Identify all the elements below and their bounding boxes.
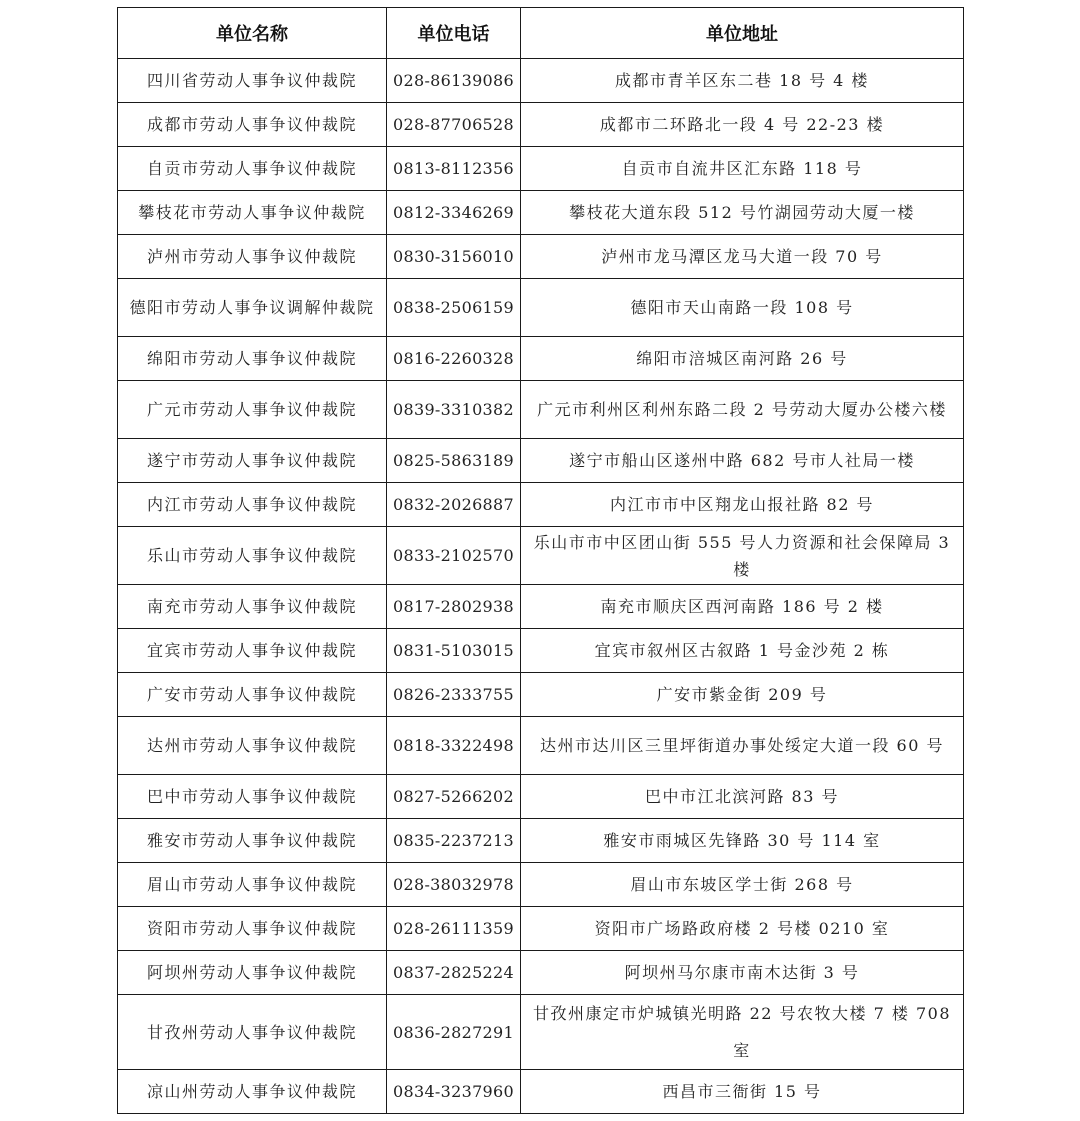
unit-address-cell: 绵阳市涪城区南河路 26 号 xyxy=(521,337,964,381)
unit-phone-cell: 0838-2506159 xyxy=(387,279,521,337)
unit-address-cell: 宜宾市叙州区古叙路 1 号金沙苑 2 栋 xyxy=(521,629,964,673)
unit-name-cell: 乐山市劳动人事争议仲裁院 xyxy=(118,527,387,585)
unit-address-cell: 成都市二环路北一段 4 号 22-23 楼 xyxy=(521,103,964,147)
unit-address-cell: 眉山市东坡区学士街 268 号 xyxy=(521,863,964,907)
unit-phone-cell: 0833-2102570 xyxy=(387,527,521,585)
table-row xyxy=(118,147,964,191)
table-row xyxy=(118,775,964,819)
unit-name-cell: 泸州市劳动人事争议仲裁院 xyxy=(118,235,387,279)
unit-name-cell: 遂宁市劳动人事争议仲裁院 xyxy=(118,439,387,483)
unit-address-cell: 雅安市雨城区先锋路 30 号 114 室 xyxy=(521,819,964,863)
unit-address-cell: 资阳市广场路政府楼 2 号楼 0210 室 xyxy=(521,907,964,951)
unit-name-cell: 成都市劳动人事争议仲裁院 xyxy=(118,103,387,147)
unit-address-cell: 西昌市三衙街 15 号 xyxy=(521,1070,964,1114)
unit-name-cell: 资阳市劳动人事争议仲裁院 xyxy=(118,907,387,951)
unit-phone-cell: 0816-2260328 xyxy=(387,337,521,381)
unit-phone-cell: 0834-3237960 xyxy=(387,1070,521,1114)
unit-name-cell: 眉山市劳动人事争议仲裁院 xyxy=(118,863,387,907)
unit-phone-cell: 0835-2237213 xyxy=(387,819,521,863)
unit-address-cell: 南充市顺庆区西河南路 186 号 2 楼 xyxy=(521,585,964,629)
header-unit-name: 单位名称 xyxy=(118,8,387,59)
unit-address-cell: 阿坝州马尔康市南木达街 3 号 xyxy=(521,951,964,995)
table-row xyxy=(118,907,964,951)
unit-name-cell: 广安市劳动人事争议仲裁院 xyxy=(118,673,387,717)
unit-name-cell: 巴中市劳动人事争议仲裁院 xyxy=(118,775,387,819)
table-row xyxy=(118,673,964,717)
unit-address-cell: 甘孜州康定市炉城镇光明路 22 号农牧大楼 7 楼 708 室 xyxy=(521,995,964,1070)
unit-name-cell: 内江市劳动人事争议仲裁院 xyxy=(118,483,387,527)
table-row xyxy=(118,337,964,381)
unit-phone-cell: 0826-2333755 xyxy=(387,673,521,717)
unit-phone-cell: 0831-5103015 xyxy=(387,629,521,673)
unit-name-cell: 攀枝花市劳动人事争议仲裁院 xyxy=(118,191,387,235)
unit-address-cell: 遂宁市船山区遂州中路 682 号市人社局一楼 xyxy=(521,439,964,483)
unit-phone-cell: 0832-2026887 xyxy=(387,483,521,527)
table-row xyxy=(118,585,964,629)
table-row xyxy=(118,235,964,279)
arbitration-directory-table xyxy=(117,7,964,1114)
table-row xyxy=(118,439,964,483)
unit-name-cell: 甘孜州劳动人事争议仲裁院 xyxy=(118,995,387,1070)
unit-name-cell: 阿坝州劳动人事争议仲裁院 xyxy=(118,951,387,995)
unit-phone-cell: 0813-8112356 xyxy=(387,147,521,191)
table-row xyxy=(118,1070,964,1114)
unit-address-cell: 广元市利州区利州东路二段 2 号劳动大厦办公楼六楼 xyxy=(521,381,964,439)
unit-name-cell: 雅安市劳动人事争议仲裁院 xyxy=(118,819,387,863)
table-row xyxy=(118,951,964,995)
unit-phone-cell: 0817-2802938 xyxy=(387,585,521,629)
unit-name-cell: 广元市劳动人事争议仲裁院 xyxy=(118,381,387,439)
unit-address-cell: 自贡市自流井区汇东路 118 号 xyxy=(521,147,964,191)
table-row xyxy=(118,279,964,337)
unit-name-cell: 德阳市劳动人事争议调解仲裁院 xyxy=(118,279,387,337)
table-row xyxy=(118,629,964,673)
unit-phone-cell: 0830-3156010 xyxy=(387,235,521,279)
unit-address-cell: 内江市市中区翔龙山报社路 82 号 xyxy=(521,483,964,527)
table-row xyxy=(118,381,964,439)
table-row xyxy=(118,527,964,585)
table-row xyxy=(118,59,964,103)
unit-phone-cell: 028-26111359 xyxy=(387,907,521,951)
unit-address-cell: 德阳市天山南路一段 108 号 xyxy=(521,279,964,337)
unit-name-cell: 绵阳市劳动人事争议仲裁院 xyxy=(118,337,387,381)
header-unit-address: 单位地址 xyxy=(521,8,964,59)
unit-address-cell: 广安市紫金街 209 号 xyxy=(521,673,964,717)
unit-phone-cell: 0837-2825224 xyxy=(387,951,521,995)
table-row xyxy=(118,191,964,235)
unit-phone-cell: 028-87706528 xyxy=(387,103,521,147)
unit-phone-cell: 028-86139086 xyxy=(387,59,521,103)
table-row xyxy=(118,717,964,775)
unit-phone-cell: 0839-3310382 xyxy=(387,381,521,439)
table-row xyxy=(118,483,964,527)
unit-address-cell: 成都市青羊区东二巷 18 号 4 楼 xyxy=(521,59,964,103)
unit-name-cell: 自贡市劳动人事争议仲裁院 xyxy=(118,147,387,191)
unit-phone-cell: 0825-5863189 xyxy=(387,439,521,483)
unit-name-cell: 达州市劳动人事争议仲裁院 xyxy=(118,717,387,775)
unit-address-cell: 泸州市龙马潭区龙马大道一段 70 号 xyxy=(521,235,964,279)
unit-address-cell: 攀枝花大道东段 512 号竹湖园劳动大厦一楼 xyxy=(521,191,964,235)
table-header-row xyxy=(118,8,964,59)
unit-name-cell: 四川省劳动人事争议仲裁院 xyxy=(118,59,387,103)
unit-name-cell: 凉山州劳动人事争议仲裁院 xyxy=(118,1070,387,1114)
table-row xyxy=(118,103,964,147)
table-row xyxy=(118,819,964,863)
unit-address-cell: 巴中市江北滨河路 83 号 xyxy=(521,775,964,819)
header-unit-phone: 单位电话 xyxy=(387,8,521,59)
unit-address-cell: 乐山市市中区团山街 555 号人力资源和社会保障局 3 楼 xyxy=(521,527,964,585)
unit-phone-cell: 0812-3346269 xyxy=(387,191,521,235)
unit-phone-cell: 0827-5266202 xyxy=(387,775,521,819)
unit-phone-cell: 0836-2827291 xyxy=(387,995,521,1070)
table-row xyxy=(118,863,964,907)
unit-phone-cell: 028-38032978 xyxy=(387,863,521,907)
unit-phone-cell: 0818-3322498 xyxy=(387,717,521,775)
table-row xyxy=(118,995,964,1070)
unit-name-cell: 南充市劳动人事争议仲裁院 xyxy=(118,585,387,629)
unit-name-cell: 宜宾市劳动人事争议仲裁院 xyxy=(118,629,387,673)
unit-address-cell: 达州市达川区三里坪街道办事处绥定大道一段 60 号 xyxy=(521,717,964,775)
